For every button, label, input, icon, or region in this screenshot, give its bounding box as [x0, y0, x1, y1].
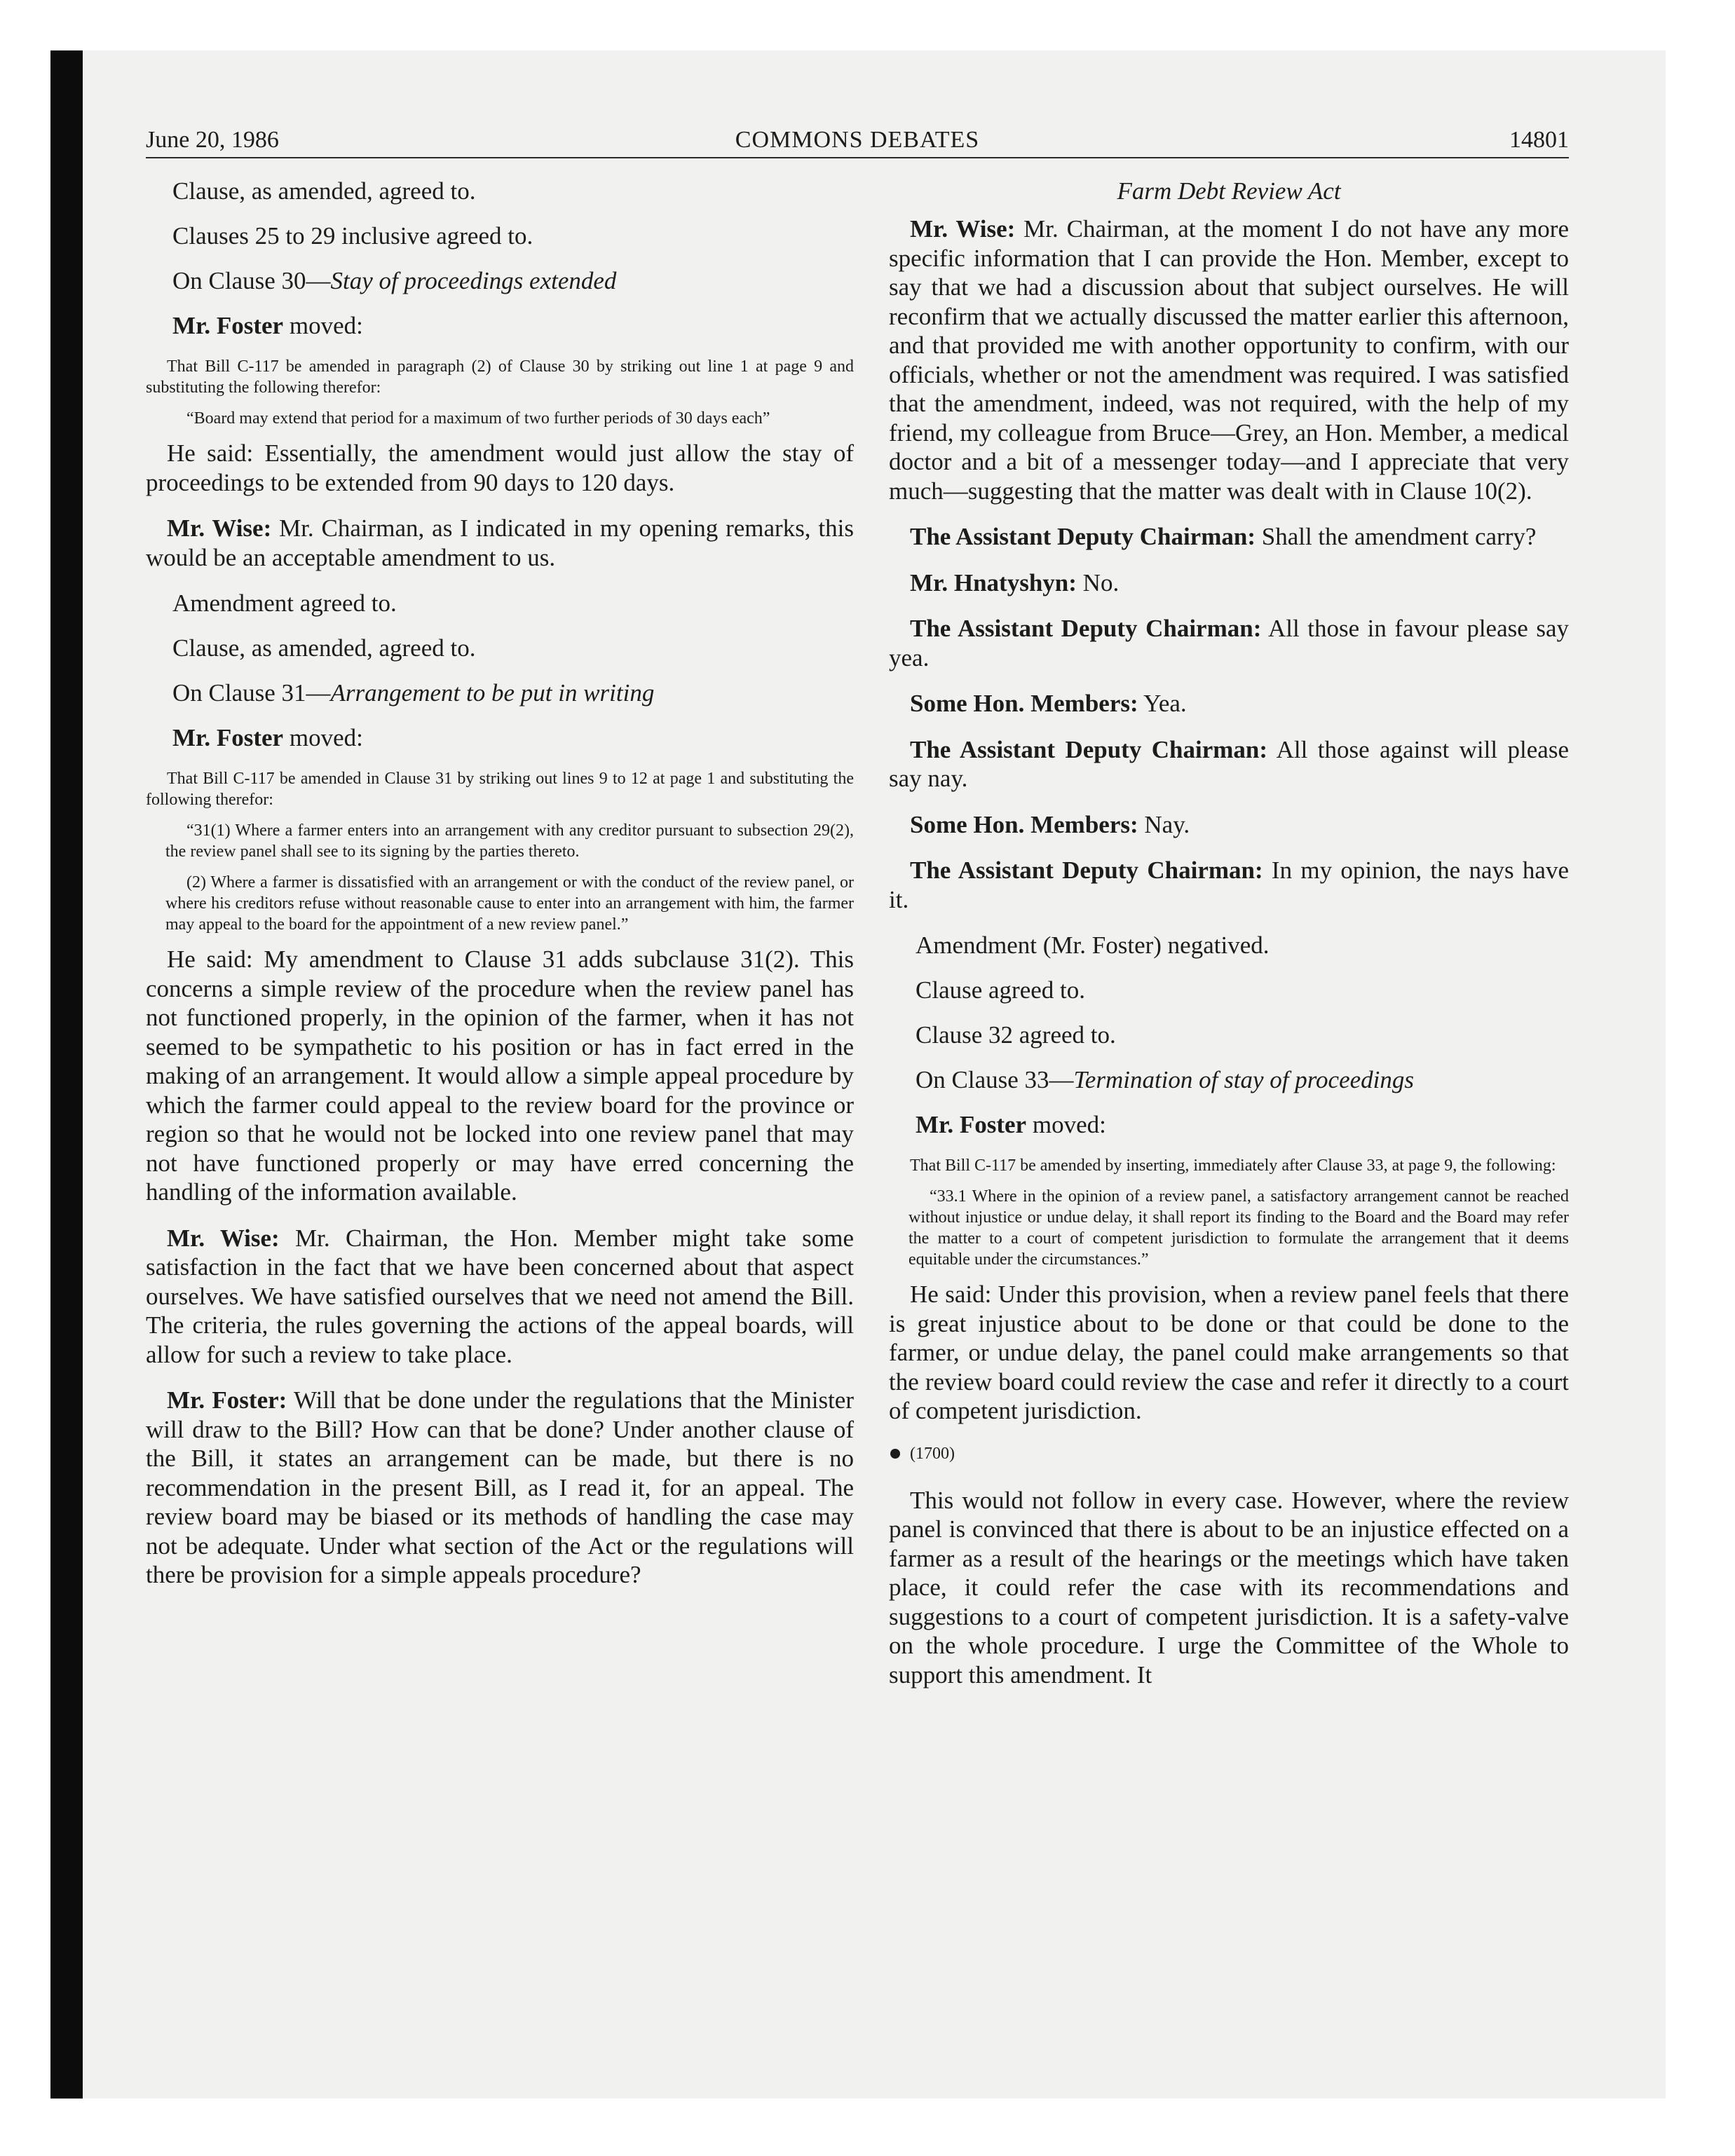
speaker-name: Mr. Foster [172, 724, 284, 751]
speech-paragraph: He said: My amendment to Clause 31 adds subclause 31(2). This concerns a simple review of the procedure when the review panel has not functioned properly, in the opinion of the farmer, when it has not seemed to be sympathetic to his position or has in fact erred in the making of an arrangement. It would allow a simple appeal procedure by which the farmer could appeal to the review board for the province or region so that he would not be locked into one review panel that may not have functioned properly or may have erred concerning the handling of the information available. [146, 946, 854, 1206]
header-title: COMMONS DEBATES [735, 127, 980, 153]
speech-paragraph: Mr. Hnatyshyn: No. [910, 568, 1120, 596]
speech-paragraph: The Assistant Deputy Chairman: In my opinion, the nays have it. [889, 857, 1569, 913]
procedure-line: Clause, as amended, agreed to. [172, 634, 476, 662]
procedure-line: Clause, as amended, agreed to. [172, 177, 476, 205]
speaker-name: Mr. Wise: [910, 215, 1016, 243]
speaker-name: Some Hon. Members: [910, 690, 1138, 717]
speech-paragraph: Mr. Wise: Mr. Chairman, at the moment I do not have any more specific information that I can provide the Hon. Member, except to say that we had a discussion about that subject ourselves. He will reconfirm that we actually discussed the matter earlier this afternoon, and that provided me with another opportunity to confirm, with our officials, whether or not the amendment was required. I was satisfied that the amendment, indeed, was not required, with the help of my friend, my colleague from Bruce—Grey, an Hon. Member, a medical doctor and a bit of a messenger today—and I appreciate that very much—suggesting that the matter was dealt with in Clause 10(2). [889, 215, 1569, 505]
speaker-name: Mr. Foster [172, 312, 284, 339]
motion-intro: Mr. Foster moved: [172, 312, 363, 339]
header-date: June 20, 1986 [146, 127, 279, 153]
procedure-line: Clause 32 agreed to. [916, 1021, 1116, 1049]
left-column [146, 177, 854, 1606]
speech-paragraph: This would not follow in every case. However, where the review panel is convinced that there is about to be an injustice effected on a farmer as a result of the hearings or the meetings which have taken place, it could refer the case with its recommendations and suggestions to a court of competent jurisdiction. It is a safety-valve on the whole procedure. I urge the Committee of the Whole to support this amendment. It [889, 1486, 1569, 1688]
motion-text: That Bill C-117 be amended in Clause 31 by striking out lines 9 to 12 at page 1 and substituting the following therefor: [146, 770, 854, 809]
time-marker: (1700) [889, 1442, 1569, 1465]
procedure-line: Amendment agreed to. [172, 589, 397, 617]
running-head: Farm Debt Review Act [1117, 177, 1341, 205]
clause-heading: On Clause 30—Stay of proceedings extended [172, 267, 617, 294]
procedure-line: Amendment (Mr. Foster) negatived. [916, 932, 1270, 959]
motion-text: That Bill C-117 be amended in paragraph (2) of Clause 30 by striking out line 1 at page 9 and substituting the following therefor: [146, 357, 854, 397]
speech-paragraph: He said: Under this provision, when a review panel feels that there is great injustice about to be done or that could be done to the farmer, or undue delay, the panel could make arrangements so that the review board could review the case and refer it directly to a court of competent jurisdiction. [889, 1281, 1569, 1424]
speech-paragraph: The Assistant Deputy Chairman: All those against will please say nay. [889, 735, 1569, 792]
speaker-name: The Assistant Deputy Chairman: [910, 615, 1262, 642]
speech-paragraph: The Assistant Deputy Chairman: Shall the amendment carry? [910, 523, 1537, 550]
header-page-number: 14801 [1509, 127, 1569, 153]
procedure-line: Clauses 25 to 29 inclusive agreed to. [172, 222, 533, 250]
speech-paragraph: Some Hon. Members: Nay. [910, 810, 1190, 838]
scan-border [50, 50, 83, 2099]
speaker-name: Some Hon. Members: [910, 810, 1138, 838]
procedure-line: Clause agreed to. [916, 976, 1085, 1004]
page-header [146, 125, 1569, 158]
quoted-amendment: “31(1) Where a farmer enters into an arrangement with any creditor pursuant to subsection 29(2), the review panel shall see to its signing by the parties thereto. [165, 821, 854, 861]
clause-heading: On Clause 33—Termination of stay of proceedings [916, 1066, 1415, 1093]
speaker-name: Mr. Wise: [167, 1224, 280, 1252]
speech-paragraph: The Assistant Deputy Chairman: All those in favour please say yea. [889, 615, 1569, 671]
right-column [889, 177, 1569, 1706]
quoted-amendment: (2) Where a farmer is dissatisfied with an arrangement or with the conduct of the review panel, or where his creditors refuse without reasonable cause to enter into an arrangement with him, the farmer may appeal to the board for the appointment of a new review panel.” [165, 873, 854, 934]
speaker-name: The Assistant Deputy Chairman: [910, 857, 1263, 884]
motion-text: That Bill C-117 be amended by inserting, immediately after Clause 33, at page 9, the following: [910, 1157, 1556, 1175]
motion-intro: Mr. Foster moved: [916, 1111, 1106, 1138]
speaker-name: Mr. Wise: [167, 514, 272, 542]
speech-paragraph: Some Hon. Members: Yea. [910, 690, 1187, 717]
motion-intro: Mr. Foster moved: [172, 724, 363, 751]
speaker-name: Mr. Foster: [167, 1386, 287, 1414]
bullet-icon [890, 1449, 900, 1459]
speaker-name: Mr. Hnatyshyn: [910, 568, 1077, 596]
quoted-amendment: “Board may extend that period for a maximum of two further periods of 30 days each” [186, 409, 770, 428]
speech-paragraph: Mr. Wise: Mr. Chairman, as I indicated in my opening remarks, this would be an acceptable amendment to us. [146, 514, 854, 571]
speech-paragraph: Mr. Foster: Will that be done under the regulations that the Minister will draw to the Bill? How can that be done? Under another clause of the Bill, it states an arrangement can be made, but there is no recommendation in the present Bill, as I read it, for an appeal. The review board may be biased or its methods of handling the case may not be adequate. Under what section of the Act or the regulations will there be provision for a simple appeals procedure? [146, 1386, 854, 1588]
clause-heading: On Clause 31—Arrangement to be put in writing [172, 679, 655, 707]
speech-paragraph: He said: Essentially, the amendment would just allow the stay of proceedings to be extended from 90 days to 120 days. [146, 439, 854, 496]
speaker-name: The Assistant Deputy Chairman: [910, 523, 1256, 550]
speech-paragraph: Mr. Wise: Mr. Chairman, the Hon. Member might take some satisfaction in the fact that we have been concerned about that aspect ourselves. We have satisfied ourselves that we need not amend the Bill. The criteria, the rules governing the actions of the appeal boards, will allow for such a review to take place. [146, 1224, 854, 1368]
quoted-amendment: “33.1 Where in the opinion of a review panel, a satisfactory arrangement cannot be reached without injustice or undue delay, it shall report its finding to the Board and the Board may refer the matter to a court of competent jurisdiction to formulate the arrangement that it deems equitable under the circumstances.” [909, 1187, 1569, 1269]
speaker-name: The Assistant Deputy Chairman: [910, 735, 1268, 763]
speaker-name: Mr. Foster [916, 1111, 1027, 1138]
